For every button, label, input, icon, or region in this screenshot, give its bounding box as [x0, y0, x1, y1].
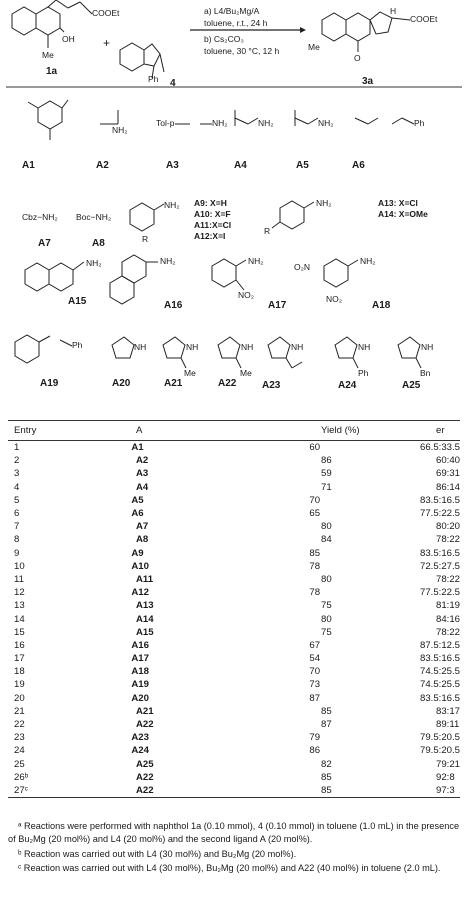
frag-no2-a18: NO₂ — [326, 294, 343, 304]
cell-er: 86:14 — [436, 481, 461, 493]
cell-entry: 14 — [14, 613, 25, 625]
structure-A17 — [212, 259, 246, 290]
cell-ligand: A13 — [136, 600, 154, 612]
label-A3: A3 — [166, 160, 179, 171]
label-A4: A4 — [234, 160, 247, 171]
cell-yield: 75 — [321, 600, 332, 612]
cell-ligand: A25 — [136, 758, 154, 770]
label-A15: A15 — [68, 296, 87, 307]
structure-A15 — [25, 262, 84, 291]
cell-entry: 7 — [14, 521, 20, 533]
cell-er: 79.5:20.5 — [420, 745, 461, 757]
cell-yield: 59 — [321, 468, 332, 480]
structure-A25 — [398, 337, 421, 368]
table-row — [8, 771, 460, 784]
cell-entry: 23 — [14, 732, 25, 744]
cell-entry: 2 — [14, 455, 20, 467]
frag-me-a22: Me — [240, 368, 252, 378]
cell-entry: 10 — [14, 560, 25, 572]
cell-yield: 87 — [309, 692, 321, 704]
cell-entry: 18 — [14, 666, 25, 678]
legend-A10: A10: X=F — [194, 209, 231, 219]
sub-oh: OH — [62, 34, 75, 44]
frag-nh2-a13: NH₂ — [316, 198, 332, 208]
table-row — [8, 573, 460, 586]
cell-yield: 86 — [321, 455, 332, 467]
cell-ligand: A15 — [136, 626, 154, 638]
cell-er: 79.5:20.5 — [420, 732, 461, 744]
table-row — [8, 744, 460, 757]
header-yield: Yield (%) — [321, 425, 360, 436]
table-row — [8, 481, 460, 494]
cell-er: 87.5:12.5 — [420, 639, 461, 651]
cell-er: 60:40 — [436, 455, 461, 467]
cell-entry: 21 — [14, 705, 25, 717]
cell-yield: 54 — [309, 653, 321, 665]
sub-cooet-1: COOEt — [92, 8, 120, 18]
table-header — [8, 421, 460, 440]
structure-3a — [322, 12, 410, 52]
cell-entry: 27ᶜ — [14, 784, 29, 796]
cell-ligand: A11 — [136, 573, 154, 585]
cell-entry: 6 — [14, 508, 20, 520]
footnote-b: ᵇ Reaction was carried out with L4 (30 mol%) and Bu₂Mg (20 mol%). — [18, 848, 297, 859]
frag-nh2-a2: NH₂ — [112, 125, 128, 135]
label-A22: A22 — [218, 378, 237, 389]
sub-me-3: Me — [308, 42, 320, 52]
structure-A19 — [15, 335, 72, 363]
cell-yield: 85 — [321, 771, 332, 783]
label-A25: A25 — [402, 380, 421, 391]
table-bottom-rule — [8, 797, 460, 798]
cell-er: 77.5:22.5 — [420, 508, 461, 520]
cell-entry: 24 — [14, 745, 25, 757]
compound-1a-label: 1a — [46, 66, 58, 77]
reagent-line-b2: toluene, 30 °C, 12 h — [204, 46, 280, 56]
legend-A12: A12:X=I — [194, 231, 226, 241]
label-A6: A6 — [352, 160, 365, 171]
cell-ligand: A4 — [136, 481, 149, 493]
cell-ligand: A22 — [136, 784, 154, 796]
cell-ligand: A1 — [131, 442, 144, 454]
frag-o2n-a18: O₂N — [294, 262, 311, 272]
table-row — [8, 520, 460, 533]
cell-yield: 86 — [309, 745, 321, 757]
structure-A24 — [335, 337, 358, 368]
cell-ligand: A10 — [131, 560, 149, 572]
cell-ligand: A5 — [131, 494, 144, 506]
table-row — [8, 705, 460, 718]
frag-nh2-a18: NH₂ — [360, 256, 376, 266]
table-row — [8, 441, 460, 454]
cell-ligand: A19 — [131, 679, 149, 691]
frag-nh-a22: NH — [241, 342, 254, 352]
footnote-a: ᵃ Reactions were performed with naphthol 1a (0.10 mmol), 4 (0.10 mmol) in toluene (1.0 mL) in the presence of Bu₂Mg (20 mol%) and L4 (20 mol%) and the second ligand A (20 mol%). — [8, 821, 460, 845]
frag-nh2-a16: NH₂ — [160, 256, 176, 266]
cell-yield: 79 — [309, 732, 321, 744]
cell-entry: 9 — [14, 547, 20, 559]
sub-ph-4: Ph — [148, 74, 159, 84]
cell-ligand: A23 — [131, 732, 149, 744]
cell-er: 79:21 — [436, 758, 461, 770]
sub-cooet-3: COOEt — [410, 14, 438, 24]
cell-yield: 73 — [309, 679, 321, 691]
cell-yield: 67 — [309, 639, 321, 651]
cell-entry: 17 — [14, 653, 25, 665]
results-table — [8, 420, 460, 798]
cell-ligand: A7 — [136, 521, 149, 533]
structure-A18 — [324, 259, 358, 287]
frag-boc: Boc−NH₂ — [76, 212, 112, 222]
structure-A5 — [295, 110, 318, 126]
cell-entry: 1 — [14, 442, 20, 454]
cell-entry: 15 — [14, 626, 25, 638]
structure-A13-A14 — [272, 201, 314, 229]
cell-yield: 85 — [321, 784, 332, 796]
table-row — [8, 718, 460, 731]
cell-ligand: A3 — [136, 468, 149, 480]
cell-ligand: A14 — [136, 613, 154, 625]
cell-er: 78:22 — [436, 573, 461, 585]
sub-me-1: Me — [42, 50, 54, 60]
frag-cbz: Cbz−NH₂ — [22, 212, 58, 222]
label-A1: A1 — [22, 160, 35, 171]
reagent-line-a2: toluene, r.t., 24 h — [204, 18, 268, 28]
structure-A4 — [235, 110, 258, 126]
cell-er: 78:22 — [436, 626, 461, 638]
table-row — [8, 533, 460, 546]
cell-er: 92:8 — [436, 771, 455, 783]
structure-A1 — [28, 100, 68, 140]
cell-yield: 87 — [321, 719, 332, 731]
cell-er: 83.5:16.5 — [420, 494, 461, 506]
cell-yield: 80 — [321, 573, 332, 585]
table-body — [8, 441, 460, 797]
frag-no2-a17: NO₂ — [238, 290, 255, 300]
frag-nh2-a15: NH₂ — [86, 258, 102, 268]
structure-A21 — [163, 337, 186, 368]
cell-ligand: A6 — [131, 508, 144, 520]
frag-nh-a21: NH — [186, 342, 199, 352]
footnote-c: ᶜ Reaction was carried out with L4 (30 mol%), Bu₂Mg (20 mol%) and A22 (40 mol%) in toluene (2.0 mL). — [18, 863, 441, 874]
cell-ligand: A17 — [131, 653, 149, 665]
label-A5: A5 — [296, 160, 309, 171]
cell-er: 78:22 — [436, 534, 461, 546]
frag-tolp: Tol-p — [156, 118, 175, 128]
frag-ph-a24: Ph — [358, 368, 369, 378]
structure-A16 — [110, 255, 158, 304]
legend-A11: A11:X=Cl — [194, 220, 232, 230]
cell-entry: 25 — [14, 758, 25, 770]
legend-A13: A13: X=Cl — [378, 198, 418, 208]
table-row — [8, 454, 460, 467]
frag-nh-a25: NH — [421, 342, 434, 352]
table-row — [8, 639, 460, 652]
cell-er: 83.5:16.5 — [420, 692, 461, 704]
structure-A9-A12 — [130, 203, 164, 231]
cell-ligand: A16 — [131, 639, 149, 651]
table-row — [8, 692, 460, 705]
table-row — [8, 547, 460, 560]
cell-entry: 12 — [14, 587, 25, 599]
compound-4-label: 4 — [170, 78, 176, 89]
cell-yield: 70 — [309, 666, 321, 678]
cell-entry: 11 — [14, 573, 24, 585]
frag-nh2-a3: NH₂ — [212, 118, 228, 128]
table-row — [8, 731, 460, 744]
label-A19: A19 — [40, 378, 59, 389]
legend-A14: A14: X=OMe — [378, 209, 428, 219]
label-A8: A8 — [92, 238, 105, 249]
table-row — [8, 586, 460, 599]
frag-nh-a24: NH — [358, 342, 371, 352]
plus-sign: + — [103, 36, 111, 50]
table-row — [8, 467, 460, 480]
cell-yield: 85 — [309, 547, 321, 559]
table-row — [8, 507, 460, 520]
structure-1a — [12, 0, 92, 48]
frag-nh2-a5: NH₂ — [318, 118, 334, 128]
cell-yield: 65 — [309, 508, 321, 520]
cell-er: 83:17 — [436, 705, 461, 717]
label-A20: A20 — [112, 378, 131, 389]
frag-nh-a20: NH — [134, 342, 147, 352]
table-footnotes — [8, 820, 460, 877]
cell-yield: 70 — [309, 494, 321, 506]
frag-me-a21: Me — [184, 368, 196, 378]
legend-A9: A9: X=H — [194, 198, 227, 208]
cell-yield: 60 — [309, 442, 321, 454]
frag-nh2-a9: NH₂ — [164, 200, 180, 210]
cell-er: 69:31 — [436, 468, 461, 480]
table-row — [8, 784, 460, 797]
label-A2: A2 — [96, 160, 109, 171]
frag-r-a13: R — [264, 226, 271, 236]
cell-entry: 4 — [14, 481, 20, 493]
cell-er: 84:16 — [436, 613, 461, 625]
cell-er: 74.5:25.5 — [420, 666, 461, 678]
cell-er: 83.5:16.5 — [420, 547, 461, 559]
cell-yield: 78 — [309, 560, 321, 572]
cell-entry: 20 — [14, 692, 25, 704]
cell-entry: 3 — [14, 468, 20, 480]
cell-er: 97:3 — [436, 784, 455, 796]
header-a: A — [136, 425, 143, 436]
cell-yield: 84 — [321, 534, 332, 546]
header-entry: Entry — [14, 425, 37, 436]
structure-4 — [120, 43, 164, 78]
frag-nh-a23: NH — [291, 342, 304, 352]
cell-yield: 80 — [321, 613, 332, 625]
table-row — [8, 652, 460, 665]
table-row — [8, 678, 460, 691]
cell-er: 81:19 — [436, 600, 461, 612]
cell-ligand: A18 — [131, 666, 149, 678]
table-row — [8, 612, 460, 625]
frag-nh2-a17: NH₂ — [248, 256, 264, 266]
label-A16: A16 — [164, 300, 183, 311]
table-row — [8, 626, 460, 639]
cell-ligand: A20 — [131, 692, 149, 704]
table-row — [8, 560, 460, 573]
cell-ligand: A9 — [131, 547, 144, 559]
frag-bn-a25: Bn — [420, 368, 431, 378]
cell-er: 83.5:16.5 — [420, 653, 461, 665]
cell-entry: 26ᵇ — [14, 771, 29, 783]
cell-yield: 85 — [321, 705, 332, 717]
cell-ligand: A21 — [136, 705, 154, 717]
cell-ligand: A12 — [131, 587, 149, 599]
structure-A6 — [355, 118, 414, 124]
cell-entry: 16 — [14, 639, 25, 651]
frag-r-a9: R — [142, 234, 149, 244]
header-er: er — [436, 425, 445, 436]
table-row — [8, 494, 460, 507]
structure-A20 — [112, 337, 134, 358]
cell-ligand: A22 — [136, 771, 154, 783]
cell-er: 89:11 — [436, 719, 460, 731]
cell-yield: 80 — [321, 521, 332, 533]
label-A24: A24 — [338, 380, 357, 391]
cell-yield: 71 — [321, 481, 332, 493]
cell-er: 66.5:33.5 — [420, 442, 461, 454]
cell-yield: 75 — [321, 626, 332, 638]
label-A7: A7 — [38, 238, 51, 249]
cell-ligand: A22 — [136, 719, 154, 731]
frag-ph-a19: Ph — [72, 340, 83, 350]
sub-o: O — [354, 53, 361, 63]
label-A21: A21 — [164, 378, 183, 389]
cell-er: 80:20 — [436, 521, 461, 533]
table-row — [8, 599, 460, 612]
table-row — [8, 665, 460, 678]
cell-yield: 82 — [321, 758, 332, 770]
cell-entry: 5 — [14, 494, 20, 506]
table-row — [8, 758, 460, 771]
cell-entry: 19 — [14, 679, 25, 691]
reagent-line-b: b) Cs₂CO₃ — [204, 34, 244, 44]
structure-A2 — [100, 110, 118, 124]
reagent-line-a: a) L4/Bu₂Mg/A — [204, 6, 260, 16]
cell-entry: 13 — [14, 600, 25, 612]
label-A17: A17 — [268, 300, 287, 311]
label-A18: A18 — [372, 300, 391, 311]
structure-A22 — [218, 337, 241, 368]
cell-ligand: A2 — [136, 455, 149, 467]
cell-yield: 78 — [309, 587, 321, 599]
label-A23: A23 — [262, 380, 281, 391]
cell-er: 72.5:27.5 — [420, 560, 461, 572]
cell-er: 77.5:22.5 — [420, 587, 461, 599]
cell-entry: 8 — [14, 534, 20, 546]
cell-er: 74.5:25.5 — [420, 679, 461, 691]
cell-entry: 22 — [14, 719, 25, 731]
sub-h: H — [390, 6, 397, 16]
cell-ligand: A24 — [131, 745, 149, 757]
frag-nh2-a4: NH₂ — [258, 118, 274, 128]
cell-ligand: A8 — [136, 534, 149, 546]
frag-ph-a6: Ph — [414, 118, 425, 128]
reaction-scheme — [0, 0, 468, 418]
compound-3a-label: 3a — [362, 76, 374, 87]
